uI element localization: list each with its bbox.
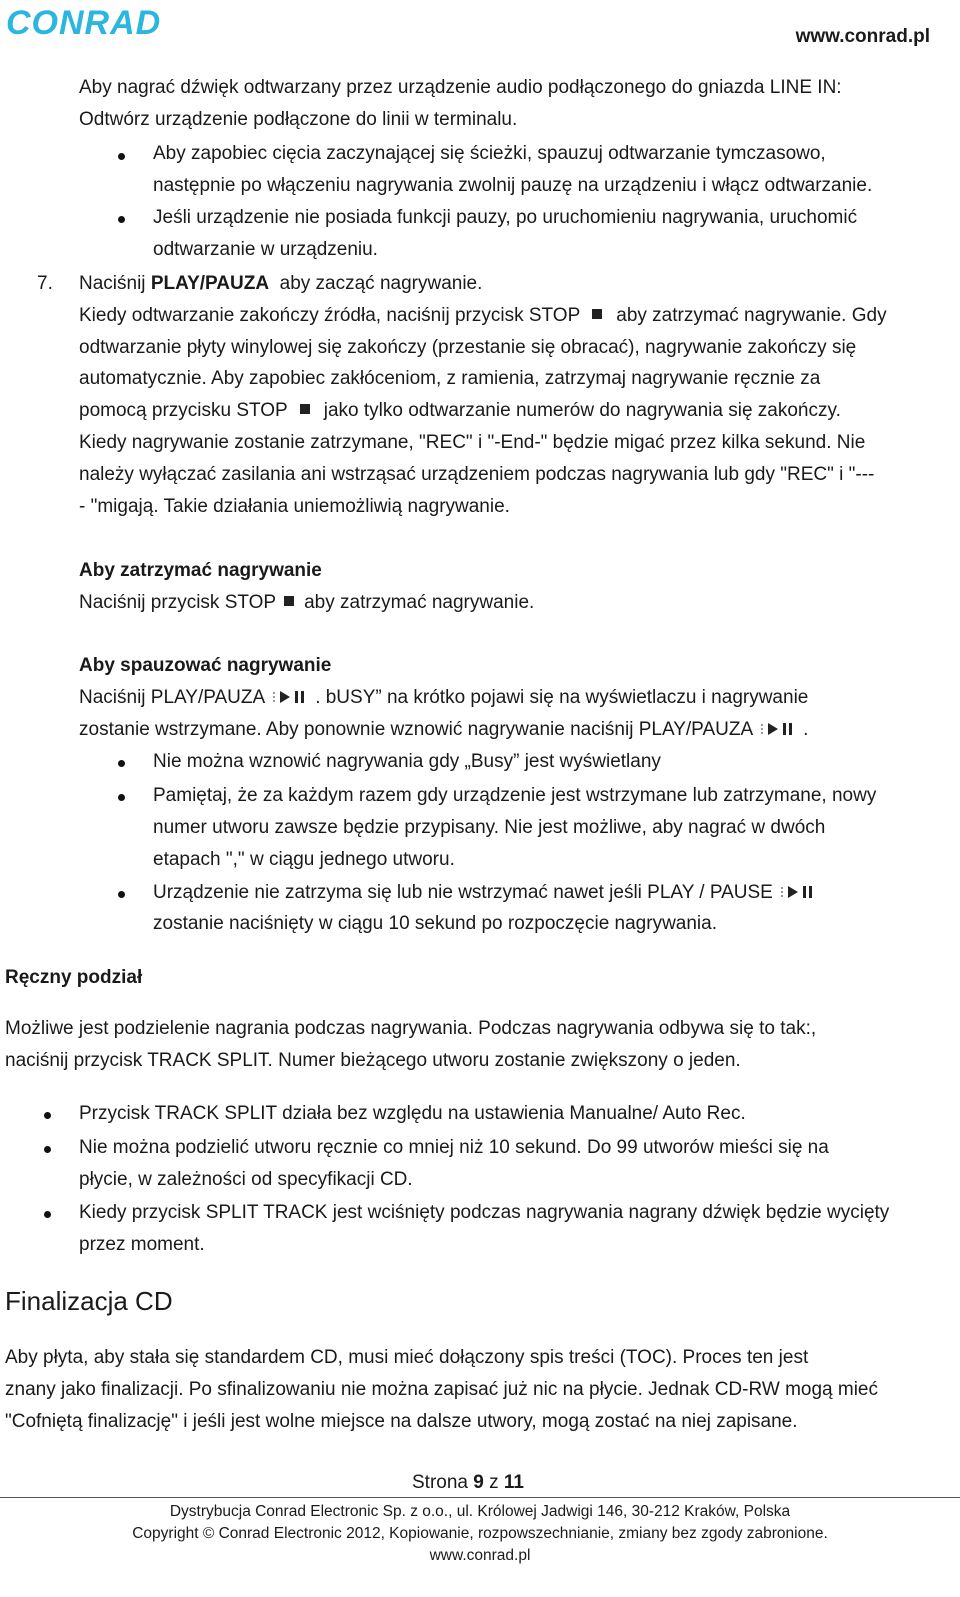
step-7-line-4: automatycznie. Aby zapobiec zakłóceniom, z ramienia, zatrzymaj nagrywanie ręcznie za: [79, 368, 821, 389]
footer-line-1: Dystrybucja Conrad Electronic Sp. z o.o., ul. Królowej Jadwigi 146, 30-212 Kraków, Polska: [169, 1503, 791, 1520]
finalization-line-2: znany jako finalizacji. Po sfinalizowaniu nie można zapisać już nic na płycie. Jednak CD-RW mogą mieć: [5, 1379, 878, 1400]
stop-section-title: Aby zatrzymać nagrywanie: [79, 560, 322, 581]
split-bullet-3-l1: Kiedy przycisk SPLIT TRACK jest wciśnięty podczas nagrywania nagrany dźwięk będzie wycięty: [79, 1202, 890, 1223]
step-7-number: 7.: [37, 273, 53, 294]
pause-section-title: Aby spauzować nagrywanie: [79, 655, 332, 676]
play-pause-icon: [273, 688, 309, 704]
bullet-dot: [118, 891, 125, 898]
pause-section-line-2: zostanie wstrzymane. Aby ponownie wznowić nagrywanie naciśnij PLAY/PAUZA .: [79, 719, 809, 740]
intro-bullet-1-l2: następnie po włączeniu nagrywania zwolnij pauzę na urządzeniu i włącz odtwarzanie.: [153, 175, 873, 196]
step-7-line-2: Kiedy odtwarzanie zakończy źródła, naciśnij przycisk STOP aby zatrzymać nagrywanie. Gdy: [79, 305, 887, 326]
site-url[interactable]: www.conrad.pl: [795, 26, 930, 47]
footer-divider: [0, 1497, 960, 1498]
intro-bullet-1-l1: Aby zapobiec cięcia zaczynającej się ścieżki, spauzuj odtwarzanie tymczasowo,: [153, 143, 826, 164]
bullet-dot: [44, 1146, 51, 1153]
bullet-dot: [44, 1211, 51, 1218]
footer-line-2: Copyright © Conrad Electronic 2012, Kopiowanie, rozpowszechnianie, zmiany bez zgody zabronione.: [132, 1525, 828, 1542]
pause-bullet-2-l2: numer utworu zawsze będzie przypisany. Nie jest możliwe, aby nagrać w dwóch: [153, 817, 826, 838]
bullet-dot: [118, 760, 125, 767]
pause-section-line-1: Naciśnij PLAY/PAUZA . bUSY” na krótko pojawi się na wyświetlaczu i nagrywanie: [79, 687, 809, 708]
split-bullet-2-l1: Nie można podzielić utworu ręcznie co mniej niż 10 sekund. Do 99 utworów mieści się na: [79, 1137, 829, 1158]
step-7-line-8: - "migają. Takie działania uniemożliwią nagrywanie.: [79, 496, 510, 517]
stop-icon: [592, 309, 602, 319]
stop-icon: [300, 404, 310, 414]
bullet-dot: [118, 216, 125, 223]
split-bullet-1: Przycisk TRACK SPLIT działa bez względu na ustawienia Manualne/ Auto Rec.: [79, 1103, 746, 1124]
step-7-line-6: Kiedy nagrywanie zostanie zatrzymane, "REC" i "-End-" będzie migać przez kilka sekund. Nie: [79, 432, 866, 453]
pause-bullet-2-l1: Pamiętaj, że za każdym razem gdy urządzenie jest wstrzymane lub zatrzymane, nowy: [153, 785, 877, 806]
split-bullet-2-l2: płycie, w zależności od specyfikacji CD.: [79, 1169, 413, 1190]
manual-split-para-2: naciśnij przycisk TRACK SPLIT. Numer bieżącego utworu zostanie zwiększony o jeden.: [5, 1050, 741, 1071]
play-pause-icon: [781, 883, 817, 899]
intro-bullet-2-l1: Jeśli urządzenie nie posiada funkcji pauzy, po uruchomieniu nagrywania, uruchomić: [153, 207, 858, 228]
bullet-dot: [44, 1112, 51, 1119]
intro-bullet-2-l2: odtwarzanie w urządzeniu.: [153, 239, 378, 260]
conrad-logo: CONRAD: [6, 4, 162, 42]
step-7-line-3: odtwarzanie płyty winylowej się zakończy (przestanie się obracać), nagrywanie zakończy się: [79, 337, 857, 358]
pause-bullet-3-l2: zostanie naciśnięty w ciągu 10 sekund po rozpoczęcie nagrywania.: [153, 913, 717, 934]
pause-bullet-1: Nie można wznowić nagrywania gdy „Busy” jest wyświetlany: [153, 751, 661, 772]
play-pause-icon: [761, 720, 797, 736]
manual-split-para-1: Możliwe jest podzielenie nagrania podczas nagrywania. Podczas nagrywania odbywa się to tak:,: [5, 1018, 817, 1039]
finalization-line-3: "Cofniętą finalizację" i jeśli jest wolne miejsce na dalsze utwory, mogą zostać na niej zapisane.: [5, 1411, 798, 1432]
manual-split-title: Ręczny podział: [5, 967, 143, 988]
bullet-dot: [118, 794, 125, 801]
step-7-line-1: Naciśnij PLAY/PAUZA aby zacząć nagrywanie.: [79, 273, 483, 294]
pause-bullet-3-l1: Urządzenie nie zatrzyma się lub nie wstrzymać nawet jeśli PLAY / PAUSE: [153, 877, 823, 909]
footer-url[interactable]: www.conrad.pl: [429, 1547, 531, 1564]
finalization-title: Finalizacja CD: [5, 1286, 173, 1316]
split-bullet-3-l2: przez moment.: [79, 1234, 205, 1255]
intro-line-2: Odtwórz urządzenie podłączone do linii w terminalu.: [79, 109, 518, 130]
step-7-line-7: należy wyłączać zasilania ani wstrząsać urządzeniem podczas nagrywania lub gdy "REC" i "---: [79, 464, 875, 485]
stop-icon: [284, 596, 294, 606]
stop-section-line-1: Naciśnij przycisk STOP aby zatrzymać nagrywanie.: [79, 592, 535, 613]
page-number: Strona 9 z 11: [412, 1472, 524, 1493]
step-7-line-5: pomocą przycisku STOP jako tylko odtwarzanie numerów do nagrywania się zakończy.: [79, 400, 841, 421]
pause-bullet-2-l3: etapach "," w ciągu jednego utworu.: [153, 849, 455, 870]
intro-line-1: Aby nagrać dźwięk odtwarzany przez urządzenie audio podłączonego do gniazda LINE IN:: [79, 77, 842, 98]
bullet-dot: [118, 153, 125, 160]
finalization-line-1: Aby płyta, aby stała się standardem CD, musi mieć dołączony spis treści (TOC). Proces ten jest: [5, 1347, 809, 1368]
